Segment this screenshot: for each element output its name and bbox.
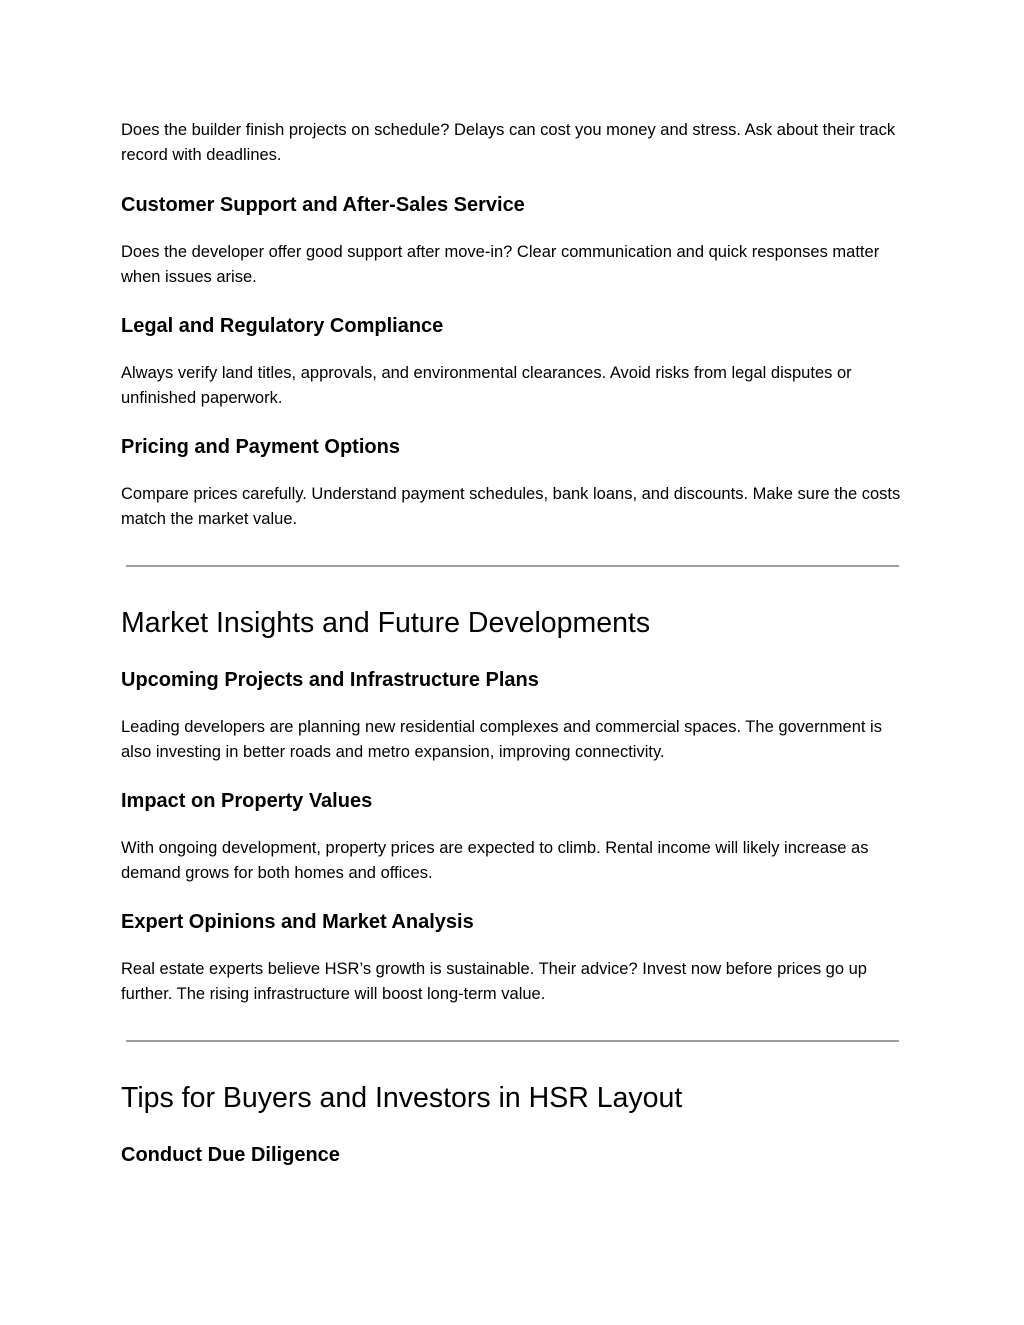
paragraph-expert-opinions: Real estate experts believe HSR’s growth is sustainable. Their advice? Invest now before prices go up further. The rising infrastructure will boost long-term value. (121, 960, 867, 1003)
paragraph-upcoming-projects: Leading developers are planning new residential complexes and commercial spaces. The government is also investing in better roads and metro expansion, improving connectivity. (121, 718, 882, 761)
paragraph-impact-values: With ongoing development, property prices are expected to climb. Rental income will likely increase as demand grows for both homes and offices. (121, 839, 869, 882)
heading-impact-values: Impact on Property Values (121, 790, 373, 812)
paragraph-legal-compliance: Always verify land titles, approvals, and environmental clearances. Avoid risks from legal disputes or unfinished paperwork. (121, 364, 852, 407)
paragraph-customer-support: Does the developer offer good support after move-in? Clear communication and quick responses matter when issues arise. (121, 243, 880, 286)
horizontal-divider (126, 1040, 899, 1042)
heading-expert-opinions: Expert Opinions and Market Analysis (121, 911, 474, 933)
heading-upcoming-projects: Upcoming Projects and Infrastructure Plans (121, 669, 539, 691)
heading-tips-buyers: Tips for Buyers and Investors in HSR Layout (121, 1082, 683, 1114)
paragraph-pricing: Compare prices carefully. Understand payment schedules, bank loans, and discounts. Make sure the costs match the market value. (121, 485, 901, 528)
paragraph-schedule: Does the builder finish projects on schedule? Delays can cost you money and stress. Ask about their track record with deadlines. (121, 121, 896, 164)
heading-due-diligence: Conduct Due Diligence (121, 1144, 340, 1166)
horizontal-divider (126, 565, 899, 567)
heading-market-insights: Market Insights and Future Developments (121, 607, 651, 639)
heading-legal-compliance: Legal and Regulatory Compliance (121, 315, 444, 337)
heading-customer-support: Customer Support and After-Sales Service (121, 194, 525, 216)
heading-pricing: Pricing and Payment Options (121, 436, 400, 458)
